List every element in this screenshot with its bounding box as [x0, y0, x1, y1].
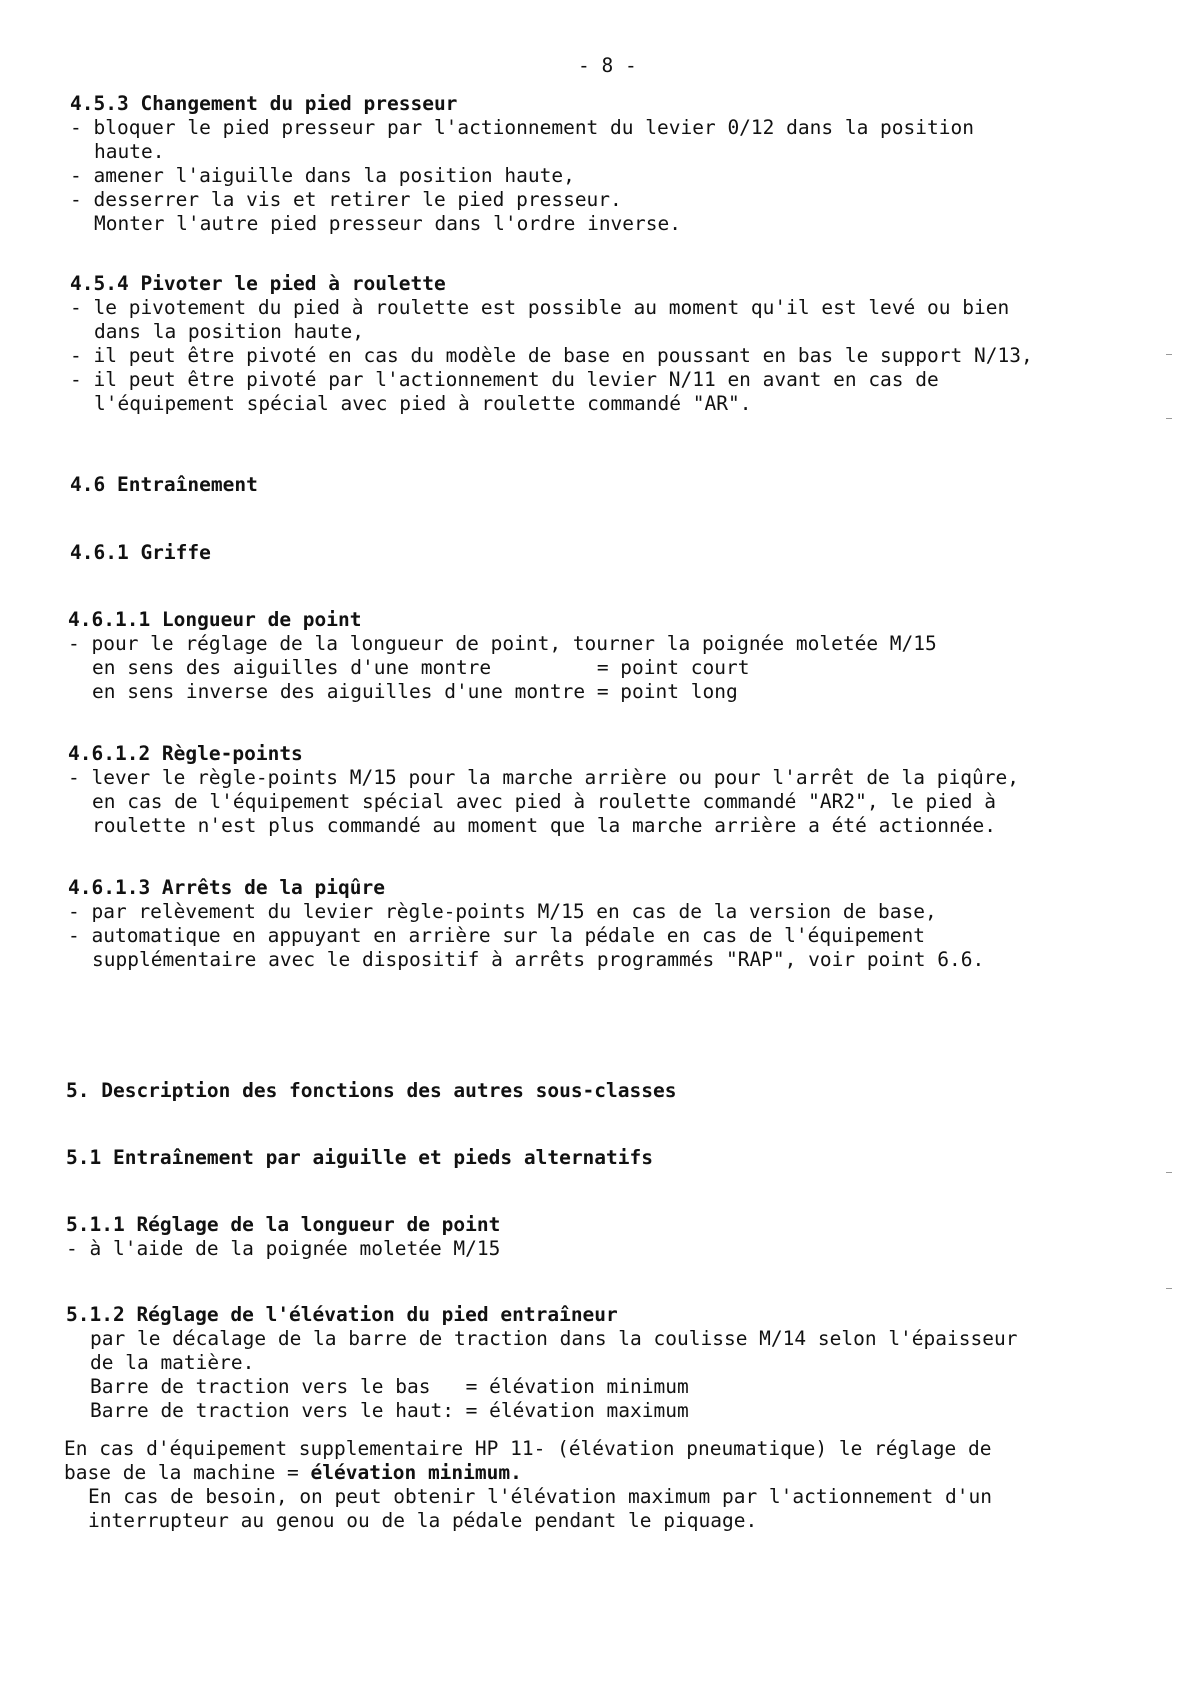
section-heading: 5.1.1 Réglage de la longueur de point	[66, 1213, 501, 1236]
body-line: roulette n'est plus commandé au moment que la marche arrière a été actionnée.	[92, 814, 996, 837]
body-line: - amener l'aiguille dans la position haute,	[70, 164, 575, 187]
section-4-6-1	[70, 541, 211, 565]
section-heading: 4.6.1.3 Arrêts de la piqûre	[68, 876, 385, 899]
body-line: - lever le règle-points M/15 pour la marche arrière ou pour l'arrêt de la piqûre,	[68, 766, 1019, 789]
section-4-5-4	[70, 272, 1033, 416]
section-5-1-2	[66, 1303, 1017, 1423]
body-line: Barre de traction vers le haut: = élévation maximum	[90, 1399, 689, 1422]
section-4-5-3	[70, 92, 974, 236]
section-heading: 5. Description des fonctions des autres sous-classes	[66, 1079, 677, 1102]
body-line: Barre de traction vers le bas = élévation minimum	[90, 1375, 689, 1398]
section-heading: 4.6.1.2 Règle-points	[68, 742, 303, 765]
body-line: - automatique en appuyant en arrière sur la pédale en cas de l'équipement	[68, 924, 926, 947]
body-line: de la matière.	[90, 1351, 255, 1374]
body-text: base de la machine =	[64, 1461, 311, 1484]
section-heading: 5.1.2 Réglage de l'élévation du pied entraîneur	[66, 1303, 618, 1326]
body-line: - desserrer la vis et retirer le pied presseur.	[70, 188, 622, 211]
body-line: - pour le réglage de la longueur de point, tourner la poignée moletée M/15	[68, 632, 937, 655]
section-4-6-1-3	[68, 876, 984, 972]
body-line: Monter l'autre pied presseur dans l'ordre inverse.	[94, 212, 681, 235]
section-5	[66, 1079, 676, 1103]
page-number: - 8 -	[578, 54, 637, 77]
body-line: en sens des aiguilles d'une montre = point court	[92, 656, 750, 679]
body-line: - à l'aide de la poignée moletée M/15	[66, 1237, 501, 1260]
section-4-6	[70, 473, 258, 497]
section-5-1-1	[66, 1213, 500, 1261]
section-heading: 4.5.4 Pivoter le pied à roulette	[70, 272, 446, 295]
margin-mark	[1166, 354, 1172, 355]
body-line: dans la position haute,	[94, 320, 365, 343]
section-heading: 4.5.3 Changement du pied presseur	[70, 92, 458, 115]
section-5-1	[66, 1146, 653, 1170]
body-line: En cas d'équipement supplementaire HP 11- (élévation pneumatique) le réglage de	[64, 1437, 992, 1460]
body-line: - bloquer le pied presseur par l'actionnement du levier 0/12 dans la position	[70, 116, 974, 139]
section-heading: 5.1 Entraînement par aiguille et pieds alternatifs	[66, 1146, 653, 1169]
section-heading: 4.6.1 Griffe	[70, 541, 211, 564]
hp11-paragraph	[64, 1437, 992, 1533]
body-line: par le décalage de la barre de traction dans la coulisse M/14 selon l'épaisseur	[90, 1327, 1018, 1350]
margin-mark	[1166, 1288, 1172, 1289]
body-line: en cas de l'équipement spécial avec pied à roulette commandé "AR2", le pied à	[92, 790, 996, 813]
section-4-6-1-1	[68, 608, 937, 704]
body-line	[64, 1461, 992, 1485]
body-line: en sens inverse des aiguilles d'une montre = point long	[92, 680, 738, 703]
body-line: haute.	[94, 140, 165, 163]
margin-mark	[1166, 418, 1172, 419]
section-heading: 4.6 Entraînement	[70, 473, 258, 496]
body-line: - il peut être pivoté en cas du modèle de base en poussant en bas le support N/13,	[70, 344, 1033, 367]
body-line: - par relèvement du levier règle-points M/15 en cas de la version de base,	[68, 900, 937, 923]
section-heading: 4.6.1.1 Longueur de point	[68, 608, 362, 631]
margin-mark	[1166, 1172, 1172, 1173]
body-line: supplémentaire avec le dispositif à arrêts programmés "RAP", voir point 6.6.	[92, 948, 985, 971]
body-line: interrupteur au genou ou de la pédale pendant le piquage.	[88, 1509, 758, 1532]
body-line: - le pivotement du pied à roulette est possible au moment qu'il est levé ou bien	[70, 296, 1010, 319]
section-4-6-1-2	[68, 742, 1019, 838]
body-line: En cas de besoin, on peut obtenir l'élévation maximum par l'actionnement d'un	[88, 1485, 992, 1508]
emphasis-text: élévation minimum.	[310, 1461, 522, 1484]
body-line: - il peut être pivoté par l'actionnement du levier N/11 en avant en cas de	[70, 368, 939, 391]
body-line: l'équipement spécial avec pied à roulette commandé "AR".	[94, 392, 752, 415]
